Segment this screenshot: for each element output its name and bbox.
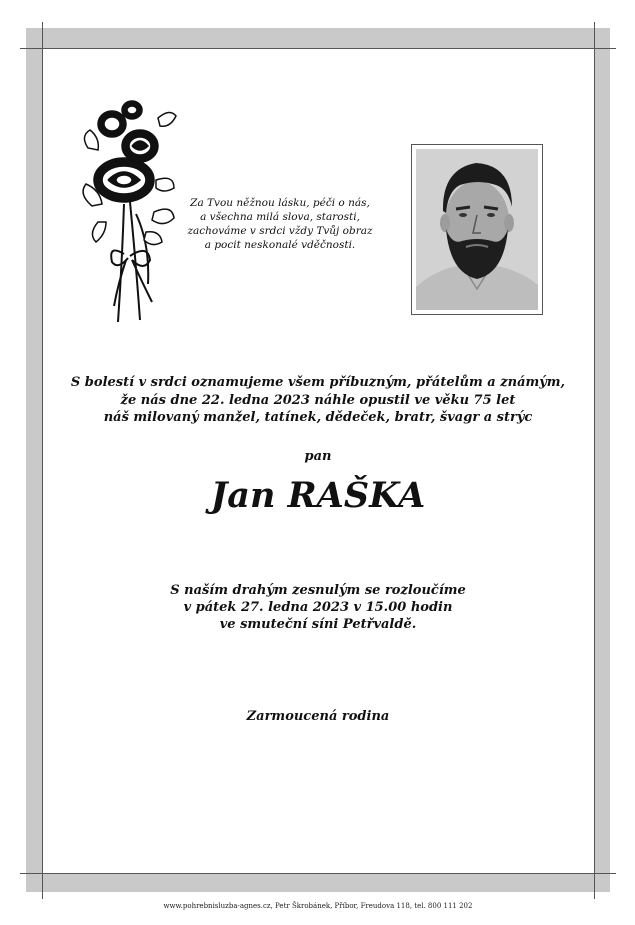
frame-line-right	[594, 22, 595, 899]
portrait-photo	[416, 149, 538, 310]
name-prefix: pan	[304, 449, 332, 464]
portrait-frame	[411, 144, 543, 315]
family-signoff: Zarmoucená rodina	[246, 709, 390, 724]
announcement-line: náš milovaný manžel, tatínek, dědeček, bratr, švagr a strýc	[103, 410, 533, 425]
announcement	[60, 374, 576, 427]
frame-line-top	[20, 48, 616, 49]
frame-line-left	[42, 22, 43, 899]
poem-line: zachováme v srdci vždy Tvůj obraz	[187, 225, 373, 237]
funeral-line: ve smuteční síni Petřvaldě.	[219, 617, 417, 632]
deceased-name: Jan RAŠKA	[210, 475, 426, 516]
funeral-line: v pátek 27. ledna 2023 v 15.00 hodin	[183, 600, 453, 615]
memorial-poem	[182, 196, 378, 252]
funeral-details	[120, 582, 516, 633]
announcement-line: že nás dne 22. ledna 2023 náhle opustil ve věku 75 let	[120, 392, 516, 408]
funeral-service-footer: www.pohrebnisluzba-agnes.cz, Petr Škrobánek, Příbor, Freudova 118, tel. 800 111 202	[163, 902, 473, 910]
funeral-line: S naším drahým zesnulým se rozloučíme	[170, 583, 466, 598]
poem-line: a pocit neskonalé vděčnosti.	[204, 239, 356, 251]
roses-bouquet-icon	[78, 94, 178, 326]
portrait-illustration	[416, 149, 538, 310]
poem-line: Za Tvou něžnou lásku, péči o nás,	[190, 197, 370, 209]
poem-line: a všechna milá slova, starosti,	[200, 211, 360, 223]
frame-line-bottom	[20, 873, 616, 874]
announcement-line: S bolestí v srdci oznamujeme všem příbuzným, přátelům a známým,	[70, 375, 566, 390]
